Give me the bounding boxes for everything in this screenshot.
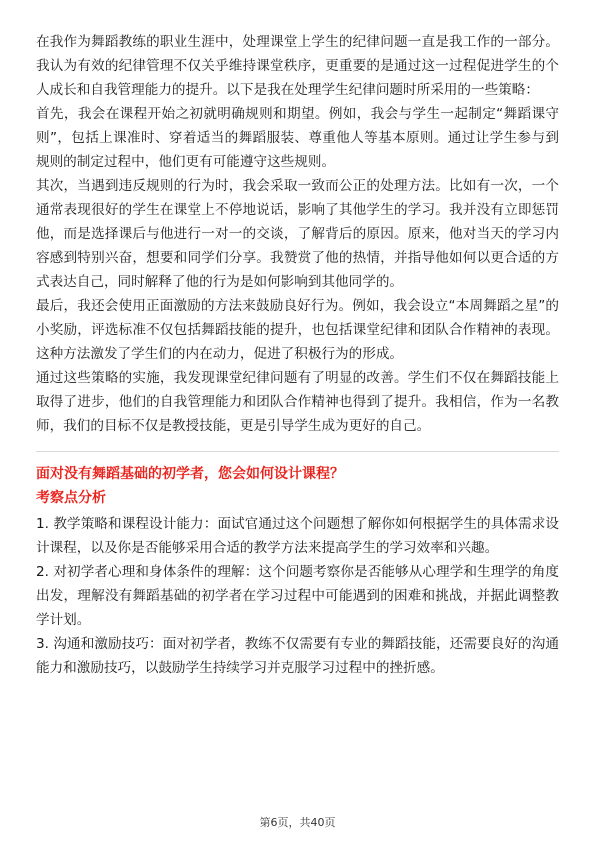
page-footer: 第6页，共40页 — [259, 816, 336, 829]
section-divider — [36, 451, 559, 452]
analysis-item-2: 2. 对初学者心理和身体条件的理解：这个问题考察你是否能够从心理学和生理学的角度出发，理解没有舞蹈基础的初学者在学习过程中可能遇到的困难和挑战，并据此调整教学计划。 — [36, 564, 559, 628]
intro-paragraph-5: 通过这些策略的实施，我发现课堂纪律问题有了明显的改善。学生们不仅在舞蹈技能上取得了进步，他们的自我管理能力和团队合作精神也得到了提升。我相信，作为一名教师，我们的目标不仅是教授技能，更是引导学生成为更好的自己。 — [36, 370, 559, 434]
intro-paragraph-4: 最后，我还会使用正面激励的方法来鼓励良好行为。例如，我会设立“本周舞蹈之星”的小奖励，评选标准不仅包括舞蹈技能的提升，也包括课堂纪律和团队合作精神的表现。这种方法激发了学生们的内在动力，促进了积极行为的形成。 — [36, 298, 559, 362]
analysis-heading: 考察点分析 — [36, 490, 106, 506]
intro-paragraph-1: 在我作为舞蹈教练的职业生涯中，处理课堂上学生的纪律问题一直是我工作的一部分。我认为有效的纪律管理不仅关乎维持课堂秩序，更重要的是通过这一过程促进学生的个人成长和自我管理能力的提升。以下是我在处理学生纪律问题时所采用的一些策略： — [36, 34, 559, 98]
analysis-item-1: 1. 教学策略和课程设计能力：面试官通过这个问题想了解你如何根据学生的具体需求设计课程，以及你是否能够采用合适的教学方法来提高学生的学习效率和兴趣。 — [36, 516, 559, 556]
analysis-item-3: 3. 沟通和激励技巧：面对初学者，教练不仅需要有专业的舞蹈技能，还需要良好的沟通能力和激励技巧，以鼓励学生持续学习并克服学习过程中的挫折感。 — [36, 636, 559, 676]
intro-paragraph-3: 其次，当遇到违反规则的行为时，我会采取一致而公正的处理方法。比如有一次，一个通常表现很好的学生在课堂上不停地说话，影响了其他学生的学习。我并没有立即惩罚他，而是选择课后与他进行一对一的交谈，了解背后的原因。原来，他对当天的学习内容感到特别兴奋，想要和同学们分享。我赞赏了他的热情，并指导他如何以更合适的方式表达自己，同时解释了他的行为是如何影响到其他同学的。 — [36, 178, 559, 290]
intro-paragraph-2: 首先，我会在课程开始之初就明确规则和期望。例如，我会与学生一起制定“舞蹈课守则”，包括上课准时、穿着适当的舞蹈服装、尊重他人等基本原则。通过让学生参与到规则的制定过程中，他们更有可能遵守这些规则。 — [36, 106, 559, 170]
page-content — [36, 30, 559, 680]
question-title: 面对没有舞蹈基础的初学者，您会如何设计课程？ — [36, 466, 344, 482]
